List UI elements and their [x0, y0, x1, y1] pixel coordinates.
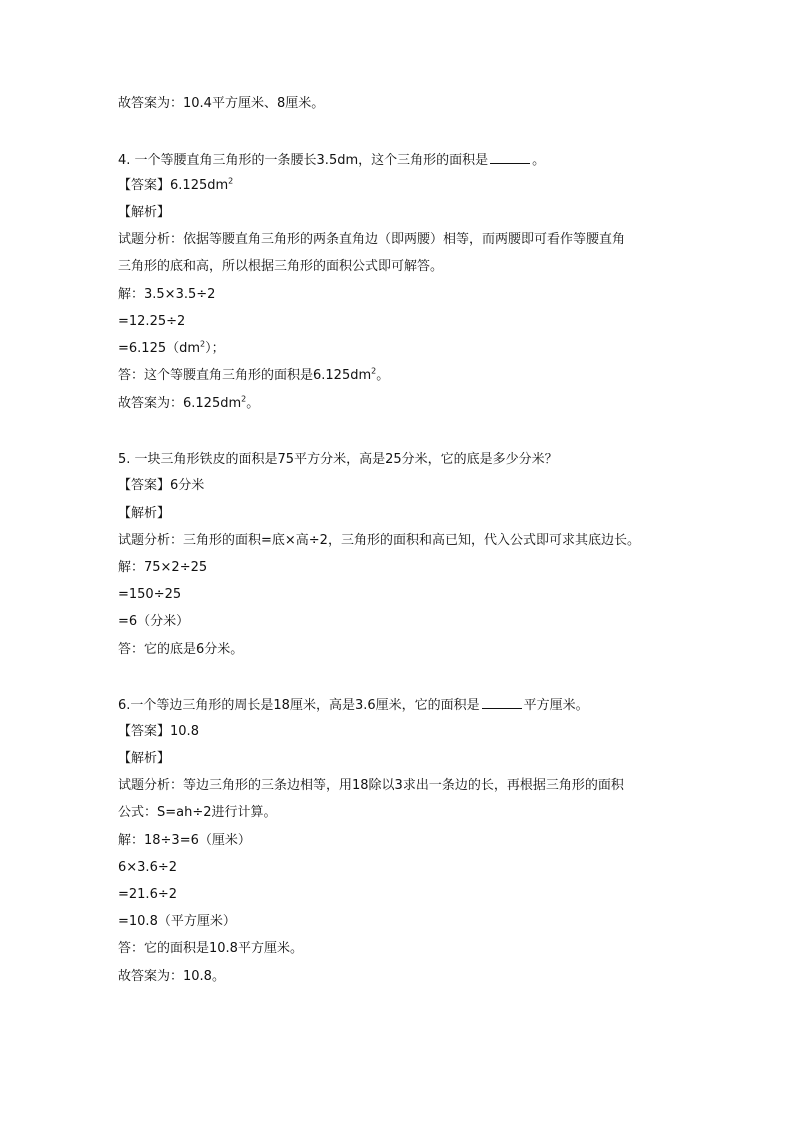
q4-analysis-line-2: 三角形的底和高，所以根据三角形的面积公式即可解答。 — [118, 259, 444, 274]
q5-solution-step-3: =6（分米） — [118, 614, 190, 629]
q4-reply-end: 。 — [376, 368, 390, 383]
q6-solution-step-1: 解：18÷3=6（厘米） — [118, 833, 251, 848]
q5-answer-value: 6分米 — [170, 478, 205, 493]
q4-step-3-end: ）； — [205, 341, 225, 356]
q6-analysis-label: 【解析】 — [118, 751, 171, 766]
q6-question — [118, 696, 589, 714]
q4-final-end: 。 — [246, 396, 260, 411]
q4-analysis-line-1: 试题分析：依据等腰直角三角形的两条直角边（即两腰）相等，而两腰即可看作等腰直角 — [118, 232, 626, 247]
q4-answer — [118, 177, 233, 195]
q6-final-answer: 故答案为：10.8。 — [118, 969, 225, 984]
q5-analysis-line-1: 试题分析：三角形的面积=底×高÷2，三角形的面积和高已知，代入公式即可求其底边长。 — [118, 533, 640, 548]
q4-step-3-text: =6.125（dm — [118, 341, 201, 356]
q4-solution-step-2: =12.25÷2 — [118, 314, 186, 329]
q4-final-answer — [118, 395, 259, 413]
q5-solution-step-2: =150÷25 — [118, 587, 182, 602]
q4-question-end: 。 — [532, 153, 546, 168]
q6-answer-label: 【答案】 — [118, 724, 171, 739]
q4-answer-blank — [490, 151, 530, 164]
q4-reply-sup: 2 — [371, 366, 377, 376]
q5-answer — [118, 477, 204, 495]
q4-analysis-label: 【解析】 — [118, 205, 171, 220]
q5-answer-label: 【答案】 — [118, 478, 171, 493]
q4-reply-text: 答：这个等腰直角三角形的面积是6.125dm — [118, 368, 372, 383]
q4-question-text: 4. 一个等腰直角三角形的一条腰长3.5dm，这个三角形的面积是 — [118, 153, 489, 168]
q4-step-3-sup: 2 — [200, 339, 206, 349]
q4-question — [118, 151, 545, 169]
q6-question-text: 6.一个等边三角形的周长是18厘米，高是3.6厘米，它的面积是 — [118, 698, 480, 713]
q6-solution-step-2: 6×3.6÷2 — [118, 860, 178, 875]
q4-answer-value: 6.125dm — [170, 178, 229, 193]
q4-final-text: 故答案为：6.125dm — [118, 396, 242, 411]
q4-answer-sup: 2 — [228, 176, 234, 186]
q4-reply — [118, 367, 389, 385]
q6-reply: 答：它的面积是10.8平方厘米。 — [118, 941, 303, 956]
q6-analysis-line-1: 试题分析：等边三角形的三条边相等，用18除以3求出一条边的长，再根据三角形的面积 — [118, 778, 624, 793]
intro-final-answer: 故答案为：10.4平方厘米、8厘米。 — [118, 96, 325, 111]
q4-final-sup: 2 — [241, 394, 247, 404]
q6-analysis-line-2: 公式：S=ah÷2进行计算。 — [118, 805, 277, 820]
q6-answer-blank — [482, 696, 522, 709]
q5-reply: 答：它的底是6分米。 — [118, 642, 244, 657]
q5-question: 5. 一块三角形铁皮的面积是75平方分米，高是25分米，它的底是多少分米？ — [118, 452, 558, 467]
q5-analysis-label: 【解析】 — [118, 506, 171, 521]
q6-question-end: 平方厘米。 — [523, 698, 589, 713]
q6-answer-value: 10.8 — [170, 724, 199, 739]
q4-solution-step-3 — [118, 340, 225, 358]
q6-answer — [118, 723, 199, 741]
q5-solution-step-1: 解：75×2÷25 — [118, 560, 208, 575]
q4-answer-label: 【答案】 — [118, 178, 171, 193]
q6-solution-step-3: =21.6÷2 — [118, 887, 178, 902]
q4-solution-step-1: 解：3.5×3.5÷2 — [118, 287, 216, 302]
q6-solution-step-4: =10.8（平方厘米） — [118, 914, 236, 929]
